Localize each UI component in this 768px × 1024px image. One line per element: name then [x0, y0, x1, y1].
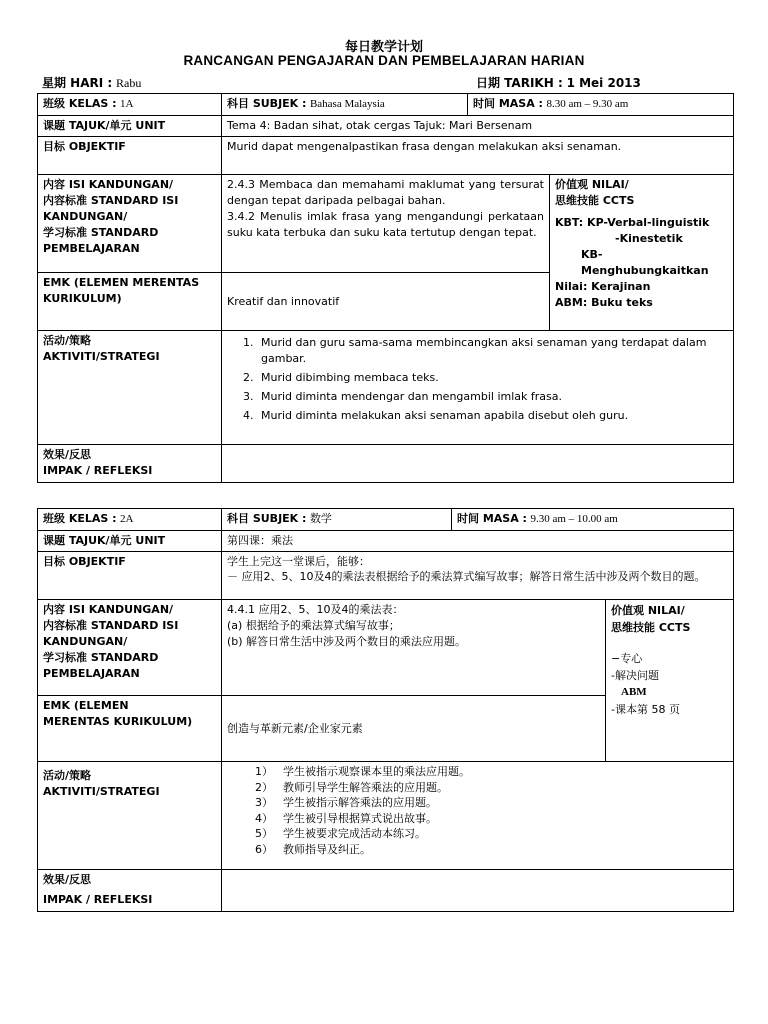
masa-value: 8.30 am – 9.30 am — [546, 98, 629, 110]
label-line: 学习标准 STANDARD — [43, 651, 159, 664]
objektif-label: 目标 OBJEKTIF — [38, 552, 222, 600]
nilai-line: KB-Menghubungkaitkan — [581, 248, 709, 277]
label-line: AKTIVITI/STRATEGI — [43, 350, 160, 363]
label-line: EMK (ELEMEN MERENTAS — [43, 276, 200, 289]
standard-item: (a) 根据给予的乘法算式编写故事； — [227, 619, 400, 632]
standard-item: 4.4.1 应用2、5、10及4的乘法表： — [227, 603, 404, 616]
label-line: KANDUNGAN/ — [43, 210, 128, 223]
subjek-cell — [222, 94, 468, 116]
tajuk-value: 第四课：乘法 — [222, 531, 734, 552]
emk-label — [38, 696, 222, 762]
masa-label: 时间 MASA : — [457, 512, 527, 525]
isi-kandungan-label — [38, 600, 222, 696]
label-line: 内容标准 STANDARD ISI — [43, 619, 179, 632]
subjek-value: 数学 — [309, 512, 332, 525]
refleksi-label — [38, 870, 222, 912]
nilai-line: ABM: Buku teks — [555, 296, 653, 309]
standard-item: 3.4.2 Menulis imlak frasa yang mengandungi perkataan suku kata terbuka dan suku kata tertutup dengan tepat. — [227, 210, 544, 239]
list-item: 学生被指示观察课本里的乘法应用题。 — [283, 765, 470, 778]
list-item: 教师指导及纠正。 — [283, 842, 371, 856]
nilai-line: KBT: KP-Verbal-linguistik — [555, 216, 710, 229]
subjek-label: 科目 SUBJEK : — [227, 97, 307, 110]
label-line: 内容 ISI KANDUNGAN/ — [43, 603, 174, 616]
nilai-line: -解决问题 — [611, 669, 659, 682]
label-line: IMPAK / REFLEKSI — [43, 464, 153, 477]
page-title-chinese: 每日教学计划 — [344, 40, 423, 55]
label-line: 活动/策略 — [43, 769, 92, 782]
label-line: KURIKULUM) — [43, 292, 122, 305]
objektif-value: Murid dapat mengenalpastikan frasa dengan melakukan aksi senaman. — [222, 137, 734, 175]
list-item: 2. Murid dibimbing membaca teks. — [257, 370, 728, 386]
kelas-label: 班级 KELAS : — [43, 97, 117, 110]
day-value: Rabu — [116, 76, 142, 90]
refleksi-label — [38, 445, 222, 483]
kelas-label: 班级 KELAS : — [43, 512, 117, 525]
subjek-cell — [222, 509, 452, 531]
objektif-label: 目标 OBJEKTIF — [38, 137, 222, 175]
masa-cell — [452, 509, 734, 531]
list-item: 3. Murid diminta mendengar dan mengambil imlak frasa. — [257, 389, 728, 405]
tajuk-label: 课题 TAJUK/单元 UNIT — [38, 116, 222, 137]
nilai-label: 价值观 NILAI/ — [611, 604, 685, 617]
subjek-label: 科目 SUBJEK : — [227, 512, 307, 525]
aktiviti-label — [38, 331, 222, 445]
emk-value: 创造与革新元素/企业家元素 — [222, 696, 606, 762]
nilai-line: Nilai: Kerajinan — [555, 280, 651, 293]
list-item: 学生被要求完成活动本练习。 — [283, 827, 426, 840]
label-line: PEMBELAJARAN — [43, 242, 140, 255]
tajuk-label: 课题 TAJUK/单元 UNIT — [38, 531, 222, 552]
label-line: 内容标准 STANDARD ISI — [43, 194, 179, 207]
label-line: 学习标准 STANDARD — [43, 226, 159, 239]
label-line: PEMBELAJARAN — [43, 667, 140, 680]
masa-cell — [468, 94, 734, 116]
date-value: 1 Mei 2013 — [566, 76, 641, 90]
label-line: KANDUNGAN/ — [43, 635, 128, 648]
list-item: 学生被引导根据算式说出故事。 — [283, 811, 437, 825]
nilai-cell — [606, 600, 734, 762]
aktiviti-label — [38, 762, 222, 870]
isi-kandungan-value — [222, 175, 550, 273]
list-item: 4. Murid diminta melakukan aksi senaman apabila disebut oleh guru. — [257, 408, 728, 424]
label-line: MERENTAS KURIKULUM) — [43, 715, 193, 728]
ccts-label: 思维技能 CCTS — [555, 194, 635, 207]
kelas-cell — [38, 94, 222, 116]
isi-kandungan-label — [38, 175, 222, 273]
nilai-line: −专心 — [611, 652, 643, 665]
aktiviti-list — [222, 331, 734, 445]
lesson-plan-2 — [37, 508, 734, 912]
page-title: RANCANGAN PENGAJARAN DAN PEMBELAJARAN HARIAN — [183, 53, 585, 68]
nilai-line: ABM — [621, 686, 647, 698]
emk-label — [38, 273, 222, 331]
label-line: EMK (ELEMEN — [43, 699, 129, 712]
list-item: 学生被指示解答乘法的应用题。 — [283, 796, 437, 809]
lesson-plan-1 — [37, 93, 734, 483]
day-label: 星期 HARI : — [42, 76, 113, 90]
standard-item: (b) 解答日常生活中涉及两个数目的乘法应用题。 — [227, 635, 467, 648]
day-field — [42, 74, 141, 91]
subjek-value: Bahasa Malaysia — [309, 98, 385, 110]
masa-value: 9.30 am – 10.00 am — [530, 513, 618, 525]
refleksi-value — [222, 870, 734, 912]
emk-value: Kreatif dan innovatif — [222, 273, 550, 331]
label-line: IMPAK / REFLEKSI — [43, 893, 153, 906]
label-line: 活动/策略 — [43, 334, 92, 347]
nilai-line: -课本第 58 页 — [611, 703, 680, 716]
nilai-cell — [550, 175, 734, 331]
date-field — [476, 74, 641, 91]
standard-item: 2.4.3 Membaca dan memahami maklumat yang tersurat dengan tepat daripada pelbagai bahan. — [227, 178, 544, 207]
list-item: 1. Murid dan guru sama-sama membincangkan aksi senaman yang terdapat dalam gambar. — [257, 335, 728, 367]
masa-label: 时间 MASA : — [473, 97, 543, 110]
nilai-line: -Kinestetik — [615, 232, 683, 245]
refleksi-value — [222, 445, 734, 483]
objektif-value — [222, 552, 734, 600]
label-line: AKTIVITI/STRATEGI — [43, 785, 160, 798]
ccts-label: 思维技能 CCTS — [611, 621, 691, 634]
label-line: 效果/反思 — [43, 873, 92, 886]
list-item: 教师引导学生解答乘法的应用题。 — [283, 780, 448, 794]
objektif-line: 学生上完这一堂课后，能够： — [227, 555, 370, 568]
isi-kandungan-value — [222, 600, 606, 696]
aktiviti-list — [222, 762, 734, 870]
kelas-cell — [38, 509, 222, 531]
kelas-value: 1A — [120, 98, 134, 110]
tajuk-value: Tema 4: Badan sihat, otak cergas Tajuk: Mari Bersenam — [222, 116, 734, 137]
date-label: 日期 TARIKH : — [476, 76, 563, 90]
label-line: 内容 ISI KANDUNGAN/ — [43, 178, 174, 191]
objektif-line: － 应用2、5、10及4的乘法表根据给予的乘法算式编写故事；解答日常生活中涉及两个数目的题。 — [227, 570, 706, 583]
label-line: 效果/反思 — [43, 448, 92, 461]
nilai-label: 价值观 NILAI/ — [555, 178, 629, 191]
kelas-value: 2A — [120, 513, 134, 525]
